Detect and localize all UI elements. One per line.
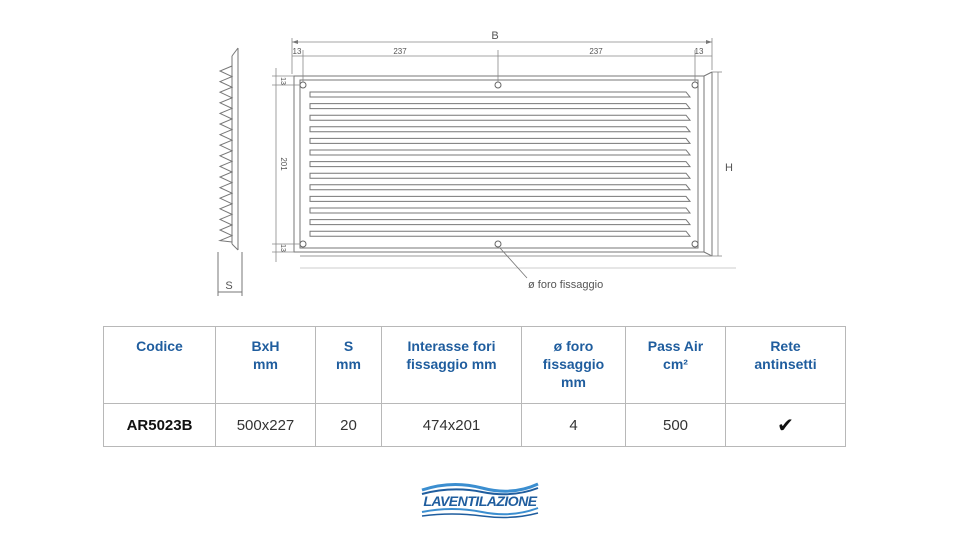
- cell-foro: 4: [522, 404, 626, 447]
- side-profile-view: [218, 48, 242, 296]
- louvre-blade: [310, 150, 690, 155]
- header-bxh: BxH mm: [216, 327, 316, 404]
- fixing-hole: [692, 82, 698, 88]
- right-hole-spacing-label: 237: [589, 47, 603, 56]
- outer-frame: [294, 76, 704, 252]
- louvre-blade: [310, 231, 690, 236]
- logo-text: LAVENTILAZIONE: [423, 493, 537, 509]
- top-left-margin-label: 13: [292, 47, 302, 56]
- louvre-blade: [310, 92, 690, 97]
- louvre-blade: [310, 185, 690, 190]
- fixing-hole: [692, 241, 698, 247]
- fixing-hole: [495, 82, 501, 88]
- louvre-blade: [310, 162, 690, 167]
- spec-table: [103, 326, 846, 447]
- table-row: [104, 404, 846, 447]
- louvre-blade: [310, 138, 690, 143]
- header-rete: Rete antinsetti: [726, 327, 846, 404]
- vertical-bottom-margin-label: 13: [279, 244, 286, 252]
- louvre-blade: [310, 173, 690, 178]
- header-codice: Codice: [104, 327, 216, 404]
- louvre-blade: [310, 104, 690, 109]
- louvre-blades: [310, 92, 690, 236]
- top-dimension-lines: [292, 38, 712, 82]
- fixing-holes: [300, 82, 698, 247]
- fixing-hole: [300, 241, 306, 247]
- louvre-blade: [310, 208, 690, 213]
- left-hole-spacing-label: 237: [393, 47, 407, 56]
- overall-height-label: H: [725, 162, 733, 174]
- table-header-row: [104, 327, 846, 404]
- header-pass-air: Pass Air cm²: [626, 327, 726, 404]
- fixing-hole: [300, 82, 306, 88]
- cell-pass-air: 500: [626, 404, 726, 447]
- depth-label: S: [225, 280, 233, 292]
- brand-logo: [418, 478, 542, 522]
- louvre-blade: [310, 196, 690, 201]
- header-interasse: Interasse fori fissaggio mm: [382, 327, 522, 404]
- height-dimension-lines: [712, 72, 722, 256]
- cell-bxh: 500x227: [216, 404, 316, 447]
- header-s: S mm: [316, 327, 382, 404]
- top-right-margin-label: 13: [694, 47, 704, 56]
- front-view: [294, 72, 736, 268]
- cell-code: AR5023B: [104, 404, 216, 447]
- louvre-blade: [310, 127, 690, 132]
- check-icon: ✔: [726, 404, 846, 447]
- overall-width-label: B: [491, 30, 499, 42]
- fixing-hole: [495, 241, 501, 247]
- vertical-hole-spacing-label: 201: [279, 157, 288, 171]
- cell-s: 20: [316, 404, 382, 447]
- louvre-blade: [310, 220, 690, 225]
- inner-frame: [300, 80, 698, 248]
- header-foro: ø foro fissaggio mm: [522, 327, 626, 404]
- fixing-hole-callout: ø foro fissaggio: [528, 279, 604, 291]
- cell-interasse: 474x201: [382, 404, 522, 447]
- vertical-top-margin-label: 13: [279, 77, 286, 85]
- louvre-blade: [310, 115, 690, 120]
